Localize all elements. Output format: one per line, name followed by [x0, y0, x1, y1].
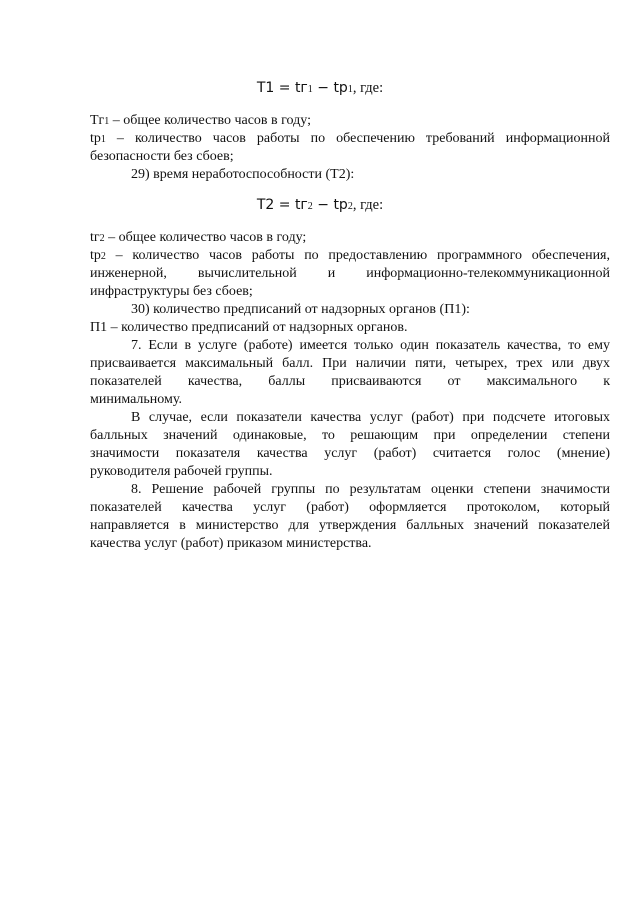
item-29: 29) время неработоспособности (Т2): — [131, 167, 355, 182]
paragraph-8-line3: направляется в министерство для утверждения балльных значений показателей — [90, 518, 610, 533]
paragraph-8-line4: качества услуг (работ) приказом министерства. — [90, 536, 372, 551]
formula-t2-eq: = — [274, 197, 295, 213]
paragraph-8-line1: 8. Решение рабочей группы по результатам оценки степени значимости — [131, 482, 610, 497]
item-30: 30) количество предписаний от надзорных органов (П1): — [131, 302, 470, 317]
formula-t2 — [0, 195, 640, 217]
formula-t1-term1: tг — [294, 80, 308, 96]
paragraph-7-line1: 7. Если в услуге (работе) имеется только один показатель качества, то ему — [131, 338, 610, 353]
formula-t2-minus: − — [312, 197, 334, 213]
formula-t2-term2: tр — [333, 197, 348, 213]
definition-tp2-line2: инженерной, вычислительной и информационно-телекоммуникационной — [90, 266, 610, 281]
paragraph-case-line1: В случае, если показатели качества услуг (работ) при подсчете итоговых — [131, 410, 610, 425]
definition-tg1-sub: 1 — [104, 116, 110, 127]
definition-tp1-text: – количество часов работы по обеспечению требований информационной — [105, 131, 610, 146]
definition-tp1-line1 — [90, 130, 610, 149]
definition-tp2-sub: 2 — [100, 251, 106, 262]
formula-t1-sub2: 1 — [347, 84, 353, 95]
paragraph-case-line2: балльных значений одинаковые, то решающим при определении степени — [90, 428, 610, 443]
definition-tg2 — [90, 229, 610, 248]
formula-t1-term2: tр — [333, 80, 348, 96]
definition-tg2-text: – общее количество часов в году; — [104, 230, 307, 245]
paragraph-7-line3: показателей качества, баллы присваиваются от максимального к — [90, 374, 610, 389]
definition-tg1-symbol: Tг — [90, 113, 105, 128]
definition-tp1-sub: 1 — [100, 134, 106, 145]
paragraph-7-line4: минимальному. — [90, 392, 182, 407]
formula-t2-lhs: T2 — [256, 197, 275, 213]
definition-tp1-symbol: tр — [90, 131, 101, 146]
definition-tp2-symbol: tр — [90, 248, 101, 263]
definition-tp2-line3: инфраструктуры без сбоев; — [90, 284, 253, 299]
definition-tg2-symbol: tг — [90, 230, 100, 245]
formula-t1-minus: − — [312, 80, 334, 96]
definition-tg1 — [90, 112, 610, 131]
formula-t2-sub1: 2 — [307, 201, 313, 212]
formula-t1-tail: , где: — [352, 80, 384, 96]
formula-t1-sub1: 1 — [307, 84, 313, 95]
paragraph-case-line4: руководителя рабочей группы. — [90, 464, 273, 479]
definition-p1: П1 – количество предписаний от надзорных органов. — [90, 320, 408, 335]
paragraph-7-line2: присваивается максимальный балл. При наличии пяти, четырех, трех или двух — [90, 356, 610, 371]
formula-t1-eq: = — [274, 80, 295, 96]
paragraph-case-line3: значимости показателя качества услуг (работ) считается голос (мнение) — [90, 446, 610, 461]
definition-tp1-line2: безопасности без сбоев; — [90, 149, 234, 164]
definition-tg1-text: – общее количество часов в году; — [109, 113, 311, 128]
formula-t1 — [0, 78, 640, 100]
formula-t2-sub2: 2 — [347, 201, 353, 212]
definition-tp2-line1 — [90, 247, 610, 266]
definition-tg2-sub: 2 — [99, 233, 105, 244]
paragraph-8-line2: показателей качества услуг (работ) оформляется протоколом, который — [90, 500, 610, 515]
formula-t2-term1: tг — [294, 197, 308, 213]
definition-tp2-text: – количество часов работы по предоставлению программного обеспечения, — [105, 248, 610, 263]
formula-t1-lhs: T1 — [256, 80, 275, 96]
formula-t2-tail: , где: — [352, 197, 384, 213]
